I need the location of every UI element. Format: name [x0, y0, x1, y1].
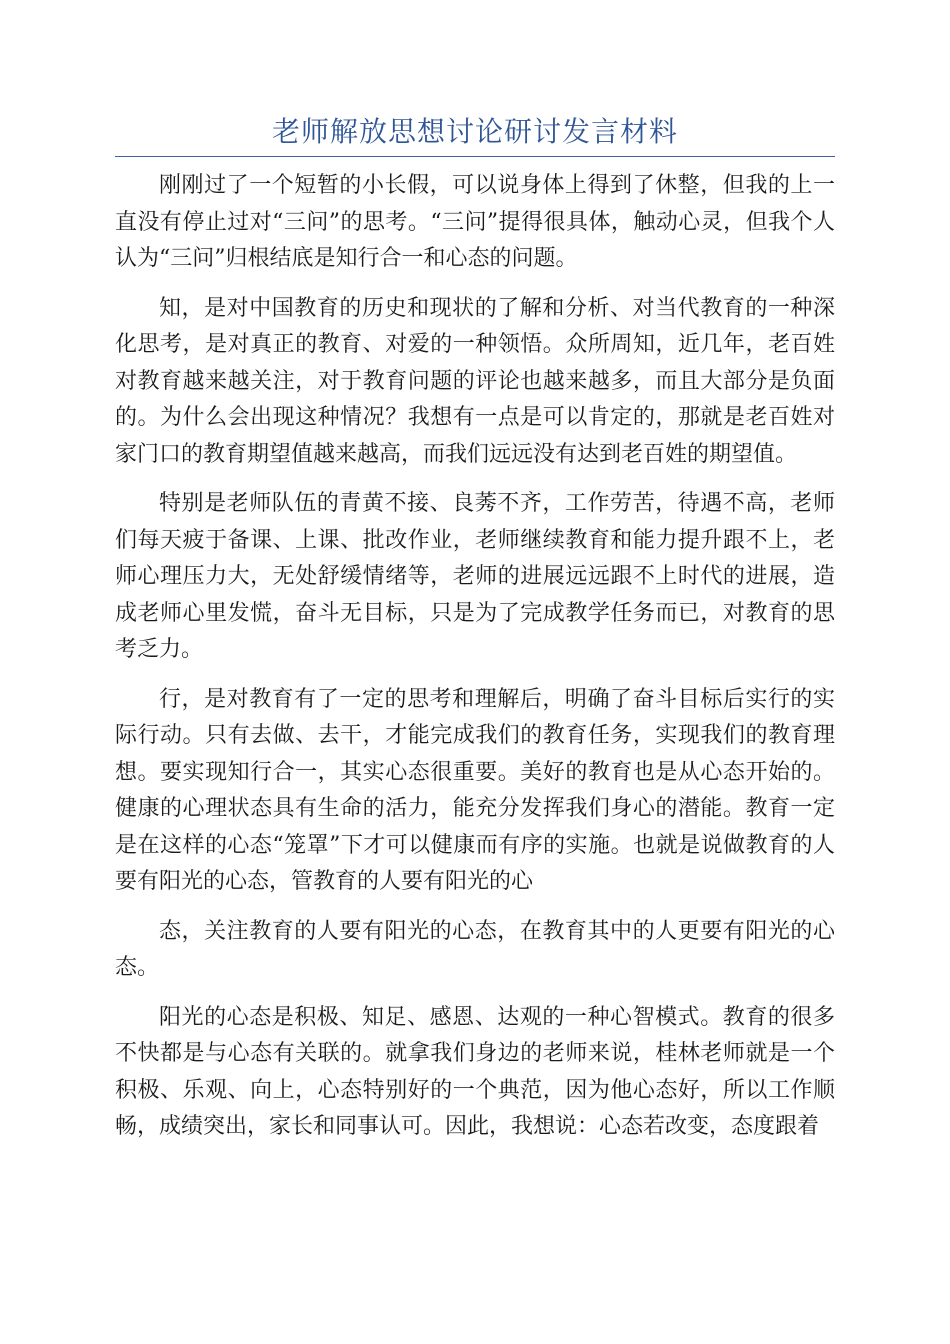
- paragraph-2: 知，是对中国教育的历史和现状的了解和分析、对当代教育的一种深化思考，是对真正的教育、对爱的一种领悟。众所周知，近几年，老百姓对教育越来越关注，对于教育问题的评论也越来越多，而且大部分是负面的。为什么会出现这种情况？我想有一点是可以肯定的，那就是老百姓对家门口的教育期望值越来越高，而我们远远没有达到老百姓的期望值。: [115, 295, 835, 467]
- paragraph-3: 特别是老师队伍的青黄不接、良莠不齐，工作劳苦，待遇不高，老师们每天疲于备课、上课、批改作业，老师继续教育和能力提升跟不上，老师心理压力大，无处舒缓情绪等，老师的进展远远跟不上时代的进展，造成老师心里发慌，奋斗无目标，只是为了完成教学任务而已，对教育的思考乏力。: [115, 491, 835, 662]
- document-body: [115, 168, 835, 1159]
- document-title: 老师解放思想讨论研讨发言材料: [271, 115, 678, 148]
- paragraph-6: 阳光的心态是积极、知足、感恩、达观的一种心智模式。教育的很多不快都是与心态有关联的。就拿我们身边的老师来说，桂林老师就是一个积极、乐观、向上，心态特别好的一个典范，因为他心态好，所以工作顺畅，成绩突出，家长和同事认可。因此，我想说：心态若改变，态度跟着: [115, 1004, 835, 1139]
- paragraph-4: 行，是对教育有了一定的思考和理解后，明确了奋斗目标后实行的实际行动。只有去做、去干，才能完成我们的教育任务，实现我们的教育理想。要实现知行合一，其实心态很重要。美好的教育也是从心态开始的。健康的心理状态具有生命的活力，能充分发挥我们身心的潜能。教育一定是在这样的心态“笼罩”下才可以健康而有序的实施。也就是说做教育的人要有阳光的心态，管教育的人要有阳光的心: [115, 686, 835, 894]
- paragraph-5: 态，关注教育的人要有阳光的心态，在教育其中的人更要有阳光的心态。: [115, 918, 835, 980]
- title-block: [115, 108, 835, 157]
- paragraph-1: 刚刚过了一个短暂的小长假，可以说身体上得到了休整，但我的上一直没有停止过对“三问”的思考。“三问”提得很具体，触动心灵，但我个人认为“三问”归根结底是知行合一和心态的问题。: [115, 173, 835, 271]
